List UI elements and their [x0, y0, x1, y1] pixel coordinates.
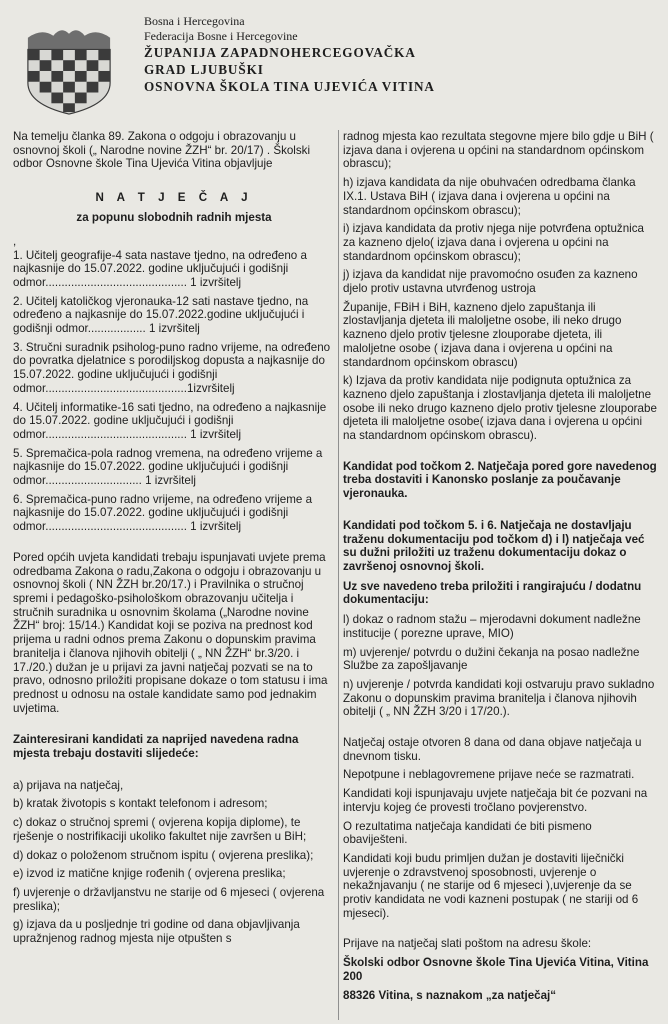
submission-line: Prijave na natječaj slati poštom na adresu škole:: [343, 937, 592, 951]
document-item: a) prijava na natječaj,: [13, 778, 124, 792]
city-line: GRAD LJUBUŠKI: [144, 62, 264, 77]
document-item: g) izjava da u posljednje tri godine od dana objavljivanja upražnjenog radnog mjesta nije otpušten s: [13, 918, 300, 946]
document-item: Županije, FBiH i BiH, kazneno djelo zapuštanja ili zlostavljanja djeteta ili maloljetne osobe, ili neko drugo kazneno djelo protiv tjelesne zlouporabe djeteta, ili maloljetne osobe ( izjava dana i ovjerena u općini na standardnom općinskom obrascu): [343, 300, 622, 369]
document-item: j) izjava da kandidat nije pravomoćno osuđen za kazneno djelo protiv ustavna utvrđenog ustroja: [343, 268, 638, 296]
document-item: i) izjava kandidata da protiv njega nije potvrđena optužnica za kazneno djelo( izjava dana i ovjerena u općini na standardnom općinskom obrascu);: [343, 222, 644, 263]
closing-paragraph: O rezultatima natječaja kandidati će biti pismeno obaviješteni.: [343, 819, 592, 847]
note-items-5-6: Kandidati pod točkom 5. i 6. Natječaja ne dostavljaju traženu dokumentaciju pod točkom d) i l) natječaja već su dužni priložiti uz traženu dokumentaciju dokaz o završenoj osnovnoj školi.: [343, 518, 645, 573]
additional-docs-heading: Uz sve navedeno treba priložiti i rangirajuću / dodatnu dokumentaciju:: [343, 579, 642, 607]
closing-paragraph: Nepotpune i neblagovremene prijave neće se razmatrati.: [343, 768, 635, 782]
stray-mark: ,: [13, 234, 17, 248]
notice-title: N A T J E Č A J: [95, 191, 253, 205]
column-divider: [338, 130, 339, 1020]
documents-heading: Zainteresirani kandidati za naprijed navedena radna mjesta trebaju dostaviti slijedeće:: [13, 733, 299, 761]
canton-line: ŽUPANIJA ZAPADNOHERCEGOVAČKA: [144, 45, 416, 60]
document-item: k) Izjava da protiv kandidata nije podignuta optužnica za kazneno djelo zapuštanja i zlostavljanja djeteta ili maloljetne osobe ili neko drugo kazneno djelo protiv tjelesne zlouporabe djeteta ili maloljetne osobe( izjava dana i ovjerena u općini na standardnom općinskom obrascu).: [343, 374, 657, 443]
school-address: Školski odbor Osnovne škole Tina Ujevića Vitina, Vitina 200: [343, 956, 649, 983]
note-item-2: Kandidat pod točkom 2. Natječaja pored gore navedenog treba dostaviti i Kanonsko poslanje za poučavanje vjeronauka.: [343, 459, 657, 501]
right-column: [343, 130, 657, 1007]
general-conditions: Pored općih uvjeta kandidati trebaju ispunjavati uvjete prema odredbama Zakona o radu,Zakona o odgoju i obrazovanju u osnovnoj školi ( NN ŽZH br.20/17.) i Pravilnika o stručnoj spremi i pedagoško-psihološkom obrazovanju učitelja i stručnih suradnika u osnovnim školama („Narodne novine ŽZH“ broj: 15/14.) Kandidat koji se poziva na prednost kod prijema u radni odnos prema Zakonu o dopunskim pravima branitelja i članova njihovih obitelji ( „ NN ŽZH“ br.3/20. i 17./20.) dužan je u prijavi za javni natječaj pozvati se na to pravo, odnosno priložiti propisane dokaze o tom statusu i ima prednost u odnosu na ostale kandidate samo pod jednakim uvjetima.: [13, 550, 328, 715]
position-item: 6. Spremačica-puno radno vrijeme, na određeno vrijeme a najkasnije do 15.07.2022. godine uključujući i godišnji odmor............................................ 1 izvršitelj: [13, 492, 313, 534]
letterhead-text: [144, 14, 435, 95]
notice-subtitle: za popunu slobodnih radnih mjesta: [76, 210, 272, 224]
additional-item: n) uvjerenje / potvrda kandidati koji ostvaruju pravo sukladno Zakonu o dopunskim pravima branitelja i članova njihovih obitelji ( „ NN ŽZH 3/20 i 17/20.).: [343, 677, 655, 719]
federation-line: Federacija Bosne i Hercegovine: [144, 29, 298, 43]
additional-item: l) dokaz o radnom stažu – mjerodavni dokument nadležne institucije ( porezne uprave, MIO): [343, 613, 641, 640]
position-item: 3. Stručni suradnik psiholog-puno radno vrijeme, na određeno do povratka djelatnice s porodiljskog dopusta a najkasnije do 15.07.2022. godine uključujući i godišnji odmor............................................1izvršitelj: [13, 340, 331, 395]
document-item: f) uvjerenje o državljanstvu ne starije od 6 mjeseci ( ovjerena preslika);: [13, 885, 325, 913]
closing-paragraph: Kandidati koji budu primljen dužan je dostaviti liječnički uvjerenje o zdravstvenoj sposobnosti, uvjerenje o nekažnjavanju ( ne starije od 6 mjeseci ),uvjerenje da se protiv kandidata ne vodi kazneni postupak ( ne stariji od 6 mjeseci).: [343, 851, 639, 920]
position-item: 4. Učitelj informatike-16 sati tjedno, na određeno a najkasnije do 15.07.2022. godine uključujući i godišnji odmor............................................ 1 izvršitelj: [13, 400, 327, 441]
left-column: [13, 130, 335, 951]
document-item: b) kratak životopis s kontakt telefonom i adresom;: [13, 797, 268, 811]
closing-paragraph: Natječaj ostaje otvoren 8 dana od dana objave natječaja u dnevnom tisku.: [343, 736, 642, 763]
document-item: radnog mjesta kao rezultata stegovne mjere bilo gdje u BiH ( izjava dana i ovjerena u općini na standardnom općinskom obrascu);: [343, 130, 654, 171]
document-item: e) izvod iz matične knjige rođenih ( ovjerena preslika;: [13, 867, 286, 881]
country-line: Bosna i Hercegovina: [144, 14, 245, 28]
closing-paragraph: Kandidati koji ispunjavaju uvjete natječaja bit će pozvani na intervju kojeg će provesti tročlano povjerenstvo.: [343, 787, 648, 814]
document-item: d) dokaz o položenom stručnom ispitu ( ovjerena preslika);: [13, 848, 314, 862]
document-item: h) izjava kandidata da nije obuhvaćen odredbama članka IX.1. Ustava BiH ( izjava dana i ovjerena u općini na standardnom općinskom obrascu);: [343, 176, 636, 217]
document-item: c) dokaz o stručnoj spremi ( ovjerena kopija diplome), te rješenje o nostrifikaciji ukoliko fakultet nije završen u BiH;: [13, 816, 307, 843]
postal-address: 88326 Vitina, s naznakom „za natječaj“: [343, 988, 557, 1002]
coat-of-arms-icon: [20, 24, 118, 116]
school-line: OSNOVNA ŠKOLA TINA UJEVIĆA VITINA: [144, 79, 435, 94]
intro-paragraph: Na temelju članka 89. Zakona o odgoju i obrazovanju u osnovnoj školi („ Narodne novine ŽZH“ br. 20/17) . Školski odbor Osnovne škole Tina Ujevića Vitina objavljuje: [13, 130, 311, 171]
additional-item: m) uvjerenje/ potvrdu o dužini čekanja na posao nadležne Službe za zapošljavanje: [343, 645, 640, 673]
position-item: 5. Spremačica-pola radnog vremena, na određeno vrijeme a najkasnije do 15.07.2022. godine uključujući i godišnji odmor.............................. 1 izvršitelj: [13, 446, 323, 488]
letterhead: [14, 6, 664, 118]
position-item: 2. Učitelj katoličkog vjeronauka-12 sati nastave tjedno, na određeno a najkasnije do 15.07.2022.godine uključujući i godišnji odmor.................. 1 izvršitelj: [13, 294, 309, 336]
position-item: 1. Učitelj geografije-4 sata nastave tjedno, na određeno a najkasnije do 15.07.2022. godine uključujući i godišnji odmor............................................ 1 izvršitelj: [13, 248, 307, 289]
